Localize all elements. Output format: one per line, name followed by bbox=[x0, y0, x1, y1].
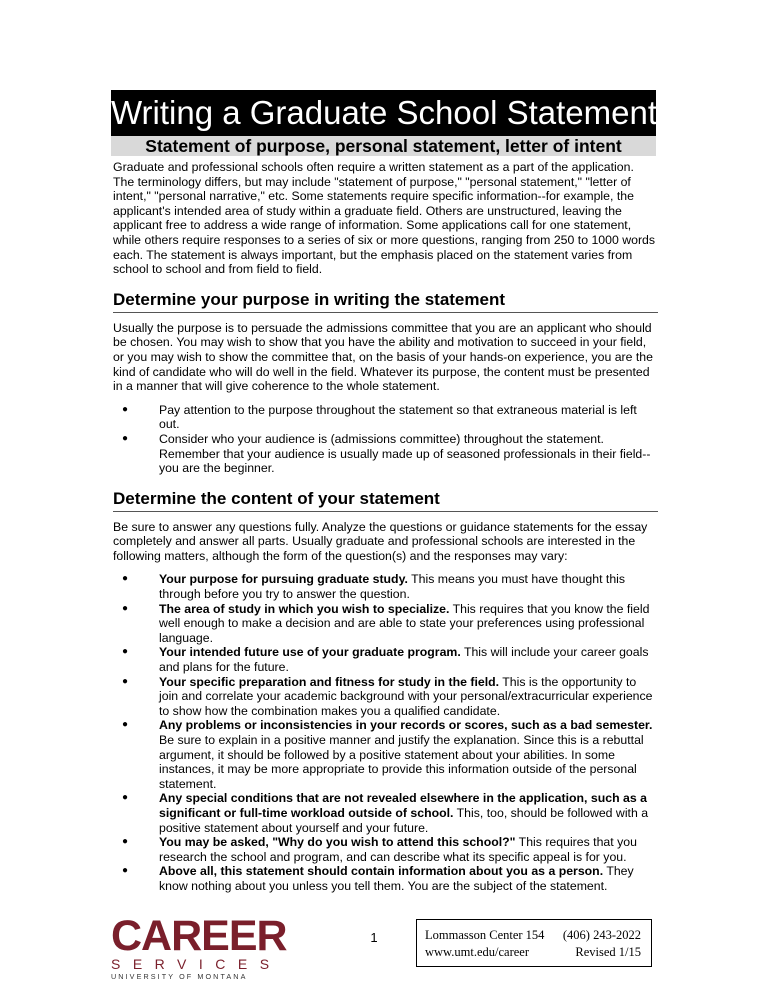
bullet-bold: You may be asked, "Why do you wish to attend this school?" bbox=[159, 835, 516, 850]
content-bullet-list bbox=[113, 572, 658, 893]
purpose-bullet-list bbox=[113, 403, 658, 476]
contact-box bbox=[416, 919, 652, 967]
section-purpose-heading: Determine your purpose in writing the statement bbox=[113, 290, 658, 313]
bullet-icon: ● bbox=[122, 675, 129, 687]
bullet-text: This will include your career goals and plans for the future. bbox=[159, 645, 649, 675]
bullet-bold: Any problems or inconsistencies in your records or scores, such as a bad semester. bbox=[159, 718, 653, 733]
main-content bbox=[113, 160, 658, 894]
bullet-text: This requires that you research the school and program, and can describe what its specific appeal is for you. bbox=[159, 835, 637, 864]
bullet-icon: ● bbox=[122, 432, 129, 444]
bullet-icon: ● bbox=[122, 792, 129, 804]
list-item bbox=[113, 403, 658, 432]
list-item bbox=[113, 835, 658, 864]
bullet-bold: Your intended future use of your graduate program. bbox=[159, 645, 461, 660]
address-text: Lommasson Center 154 bbox=[425, 928, 545, 942]
phone-text: (406) 243-2022 bbox=[562, 928, 641, 942]
list-item bbox=[113, 718, 658, 791]
list-item bbox=[113, 864, 658, 893]
bullet-text: This, too, should be followed with a positive statement about yourself and your future. bbox=[159, 805, 649, 835]
list-item bbox=[113, 572, 658, 601]
bullet-icon: ● bbox=[122, 573, 129, 585]
bullet-bold: Your purpose for pursuing graduate study. bbox=[159, 572, 408, 587]
section-purpose-body: Usually the purpose is to persuade the admissions committee that you are an applicant who should be chosen. You may wish to show that you have the ability and motivation to succeed in your field, or you may wish to show the committee that, on the basis of your hands-on experience, you are the kind of candidate who will do well in the field. Whatever its purpose, the content must be presented in a manner that will give coherence to the whole statement. bbox=[113, 320, 653, 394]
page-number: 1 bbox=[370, 930, 378, 945]
logo-services-text: SERVICES bbox=[111, 956, 282, 972]
list-item bbox=[113, 791, 658, 835]
section-content-body: Be sure to answer any questions fully. Analyze the questions or guidance statements for the essay completely and answer all parts. Usually graduate and professional schools are interested in the following matters, although the form of the question(s) and the responses may vary: bbox=[113, 519, 648, 563]
section-content-heading: Determine the content of your statement bbox=[113, 489, 658, 512]
bullet-icon: ● bbox=[122, 403, 129, 415]
list-item bbox=[113, 602, 658, 646]
website-link[interactable]: www.umt.edu/career bbox=[425, 945, 530, 959]
career-services-logo bbox=[111, 912, 287, 981]
bullet-text: Be sure to explain in a positive manner and justify the explanation. Since this is a rebuttal argument, it should be followed by a positive statement about your abilities. In some instances, it may be more appropriate to provide this information outside of the personal statement. bbox=[159, 733, 644, 791]
bullet-bold: Above all, this statement should contain information about you as a person. bbox=[159, 864, 604, 879]
list-item bbox=[113, 675, 658, 719]
bullet-text: Pay attention to the purpose throughout the statement so that extraneous material is left out. bbox=[159, 402, 637, 432]
bullet-text: Consider who your audience is (admissions committee) throughout the statement. Remember that your audience is usually made up of seasoned professionals in their field--you are the beginner. bbox=[159, 431, 651, 476]
logo-university-text: UNIVERSITY OF MONTANA bbox=[111, 972, 248, 981]
page-title: Writing a Graduate School Statement bbox=[111, 90, 656, 136]
bullet-icon: ● bbox=[122, 865, 129, 877]
list-item bbox=[113, 645, 658, 674]
bullet-bold: Your specific preparation and fitness for study in the field. bbox=[159, 674, 500, 689]
bullet-icon: ● bbox=[122, 646, 129, 658]
bullet-icon: ● bbox=[122, 719, 129, 731]
bullet-icon: ● bbox=[122, 836, 129, 848]
page-subtitle: Statement of purpose, personal statement, letter of intent bbox=[111, 136, 656, 156]
bullet-text: This requires that you know the field well enough to make a decision and are able to state your preferences using professional language. bbox=[159, 601, 650, 645]
logo-career-text: CAREER bbox=[111, 912, 287, 960]
bullet-icon: ● bbox=[122, 602, 129, 614]
bullet-bold: The area of study in which you wish to specialize. bbox=[159, 601, 450, 616]
revised-text: Revised 1/15 bbox=[575, 945, 641, 959]
list-item bbox=[113, 432, 658, 476]
bullet-text: They know nothing about you unless you tell them. You are the subject of the statement. bbox=[159, 864, 634, 893]
bullet-text: This is the opportunity to join and correlate your academic background with your personal/extracurricular experience to show how the combination makes you a qualified candidate. bbox=[159, 674, 653, 718]
intro-paragraph: Graduate and professional schools often require a written statement as a part of the application. The terminology differs, but may include "statement of purpose," "personal statement," "letter of intent," "personal narrative," etc. Some statements require specific information--for example, the applicant's intended area of study within a graduate field. Others are unstructured, leaving the applicant free to address a wide range of information. Some applications call for one statement, while others require responses to a series of six or more questions, ranging from 250 to 1000 words each. The statement is always important, but the emphasis placed on the statement varies from school to school and from field to field. bbox=[113, 160, 656, 277]
bullet-bold: Any special conditions that are not revealed elsewhere in the application, such as a significant or full-time workload outside of school. bbox=[159, 791, 647, 820]
bullet-text: This means you must have thought this through before you try to answer the question. bbox=[159, 572, 626, 602]
